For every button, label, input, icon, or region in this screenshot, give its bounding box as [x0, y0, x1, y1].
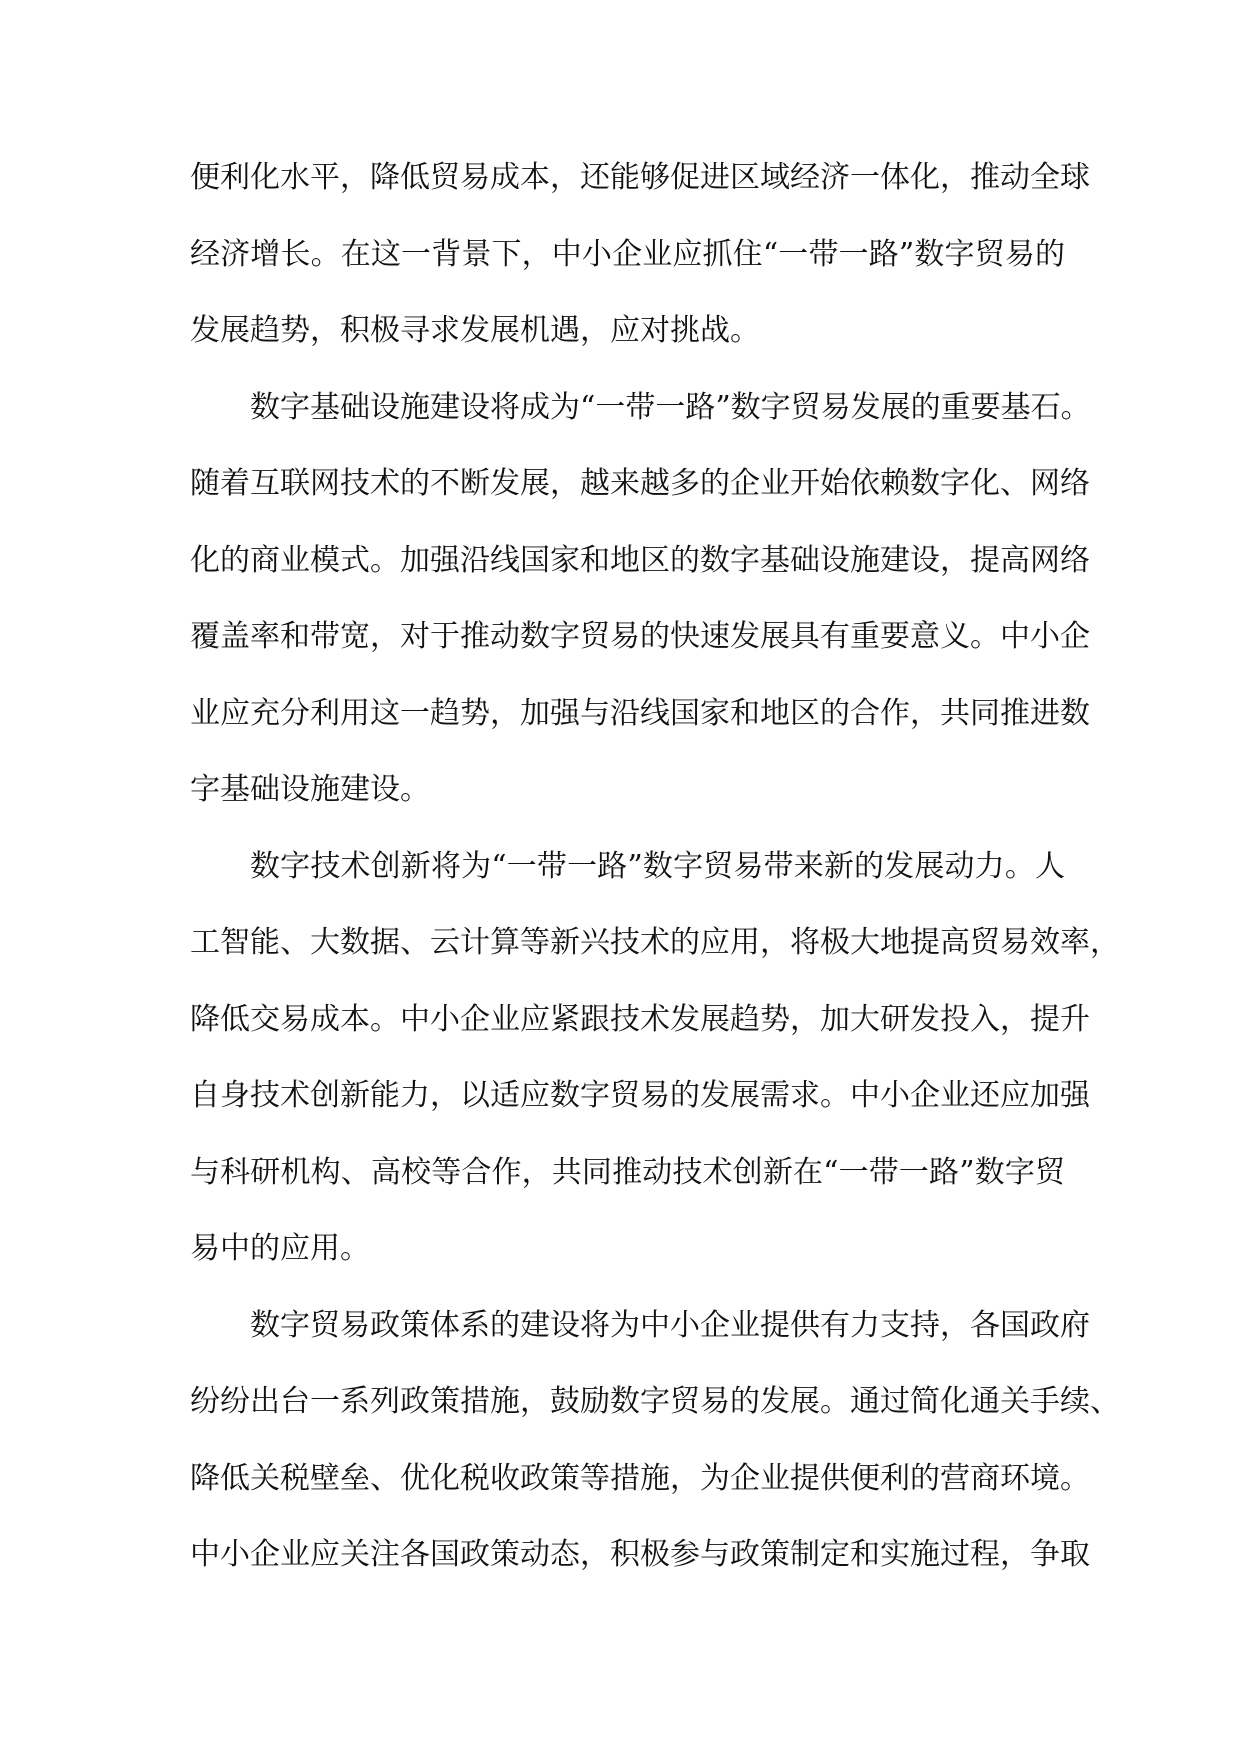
- text-line: 随着互联网技术的不断发展，越来越多的企业开始依赖数字化、网络: [190, 466, 1090, 501]
- text-line: 降低交易成本。中小企业应紧跟技术发展趋势，加大研发投入，提升: [190, 1001, 1090, 1037]
- text-line: 自身技术创新能力，以适应数字贸易的发展需求。中小企业还应加强: [190, 1078, 1090, 1113]
- text-line: 覆盖率和带宽，对于推动数字贸易的快速发展具有重要意义。中小企: [190, 619, 1090, 654]
- text-line: 中小企业应关注各国政策动态，积极参与政策制定和实施过程，争取: [190, 1537, 1090, 1572]
- text-line: 降低关税壁垒、优化税收政策等措施，为企业提供便利的营商环境。: [190, 1460, 1090, 1496]
- body-text: [190, 140, 1120, 1594]
- paragraph-2: [190, 370, 1091, 829]
- text-line: 数字技术创新将为“一带一路”数字贸易带来新的发展动力。人: [250, 848, 1065, 884]
- paragraph-1: [190, 140, 1090, 370]
- text-line: 经济增长。在这一背景下，中小企业应抓住“一带一路”数字贸易的: [190, 236, 1065, 272]
- text-line: 数字贸易政策体系的建设将为中小企业提供有力支持，各国政府: [250, 1307, 1090, 1343]
- text-line: 业应充分利用这一趋势，加强与沿线国家和地区的合作，共同推进数: [190, 695, 1090, 731]
- text-line: 发展趋势，积极寻求发展机遇，应对挑战。: [190, 313, 760, 348]
- text-line: 化的商业模式。加强沿线国家和地区的数字基础设施建设，提高网络: [190, 542, 1090, 578]
- paragraph-4: [190, 1288, 1120, 1594]
- paragraph-3: [190, 829, 1120, 1288]
- text-line: 数字基础设施建设将成为“一带一路”数字贸易发展的重要基石。: [250, 389, 1091, 425]
- text-line: 便利化水平，降低贸易成本，还能够促进区域经济一体化，推动全球: [190, 160, 1090, 195]
- text-line: 纷纷出台一系列政策措施，鼓励数字贸易的发展。通过简化通关手续、: [190, 1384, 1120, 1419]
- text-line: 字基础设施建设。: [190, 772, 430, 807]
- text-line: 工智能、大数据、云计算等新兴技术的应用，将极大地提高贸易效率，: [190, 925, 1120, 960]
- text-line: 易中的应用。: [190, 1231, 370, 1266]
- text-line: 与科研机构、高校等合作，共同推动技术创新在“一带一路”数字贸: [190, 1154, 1065, 1190]
